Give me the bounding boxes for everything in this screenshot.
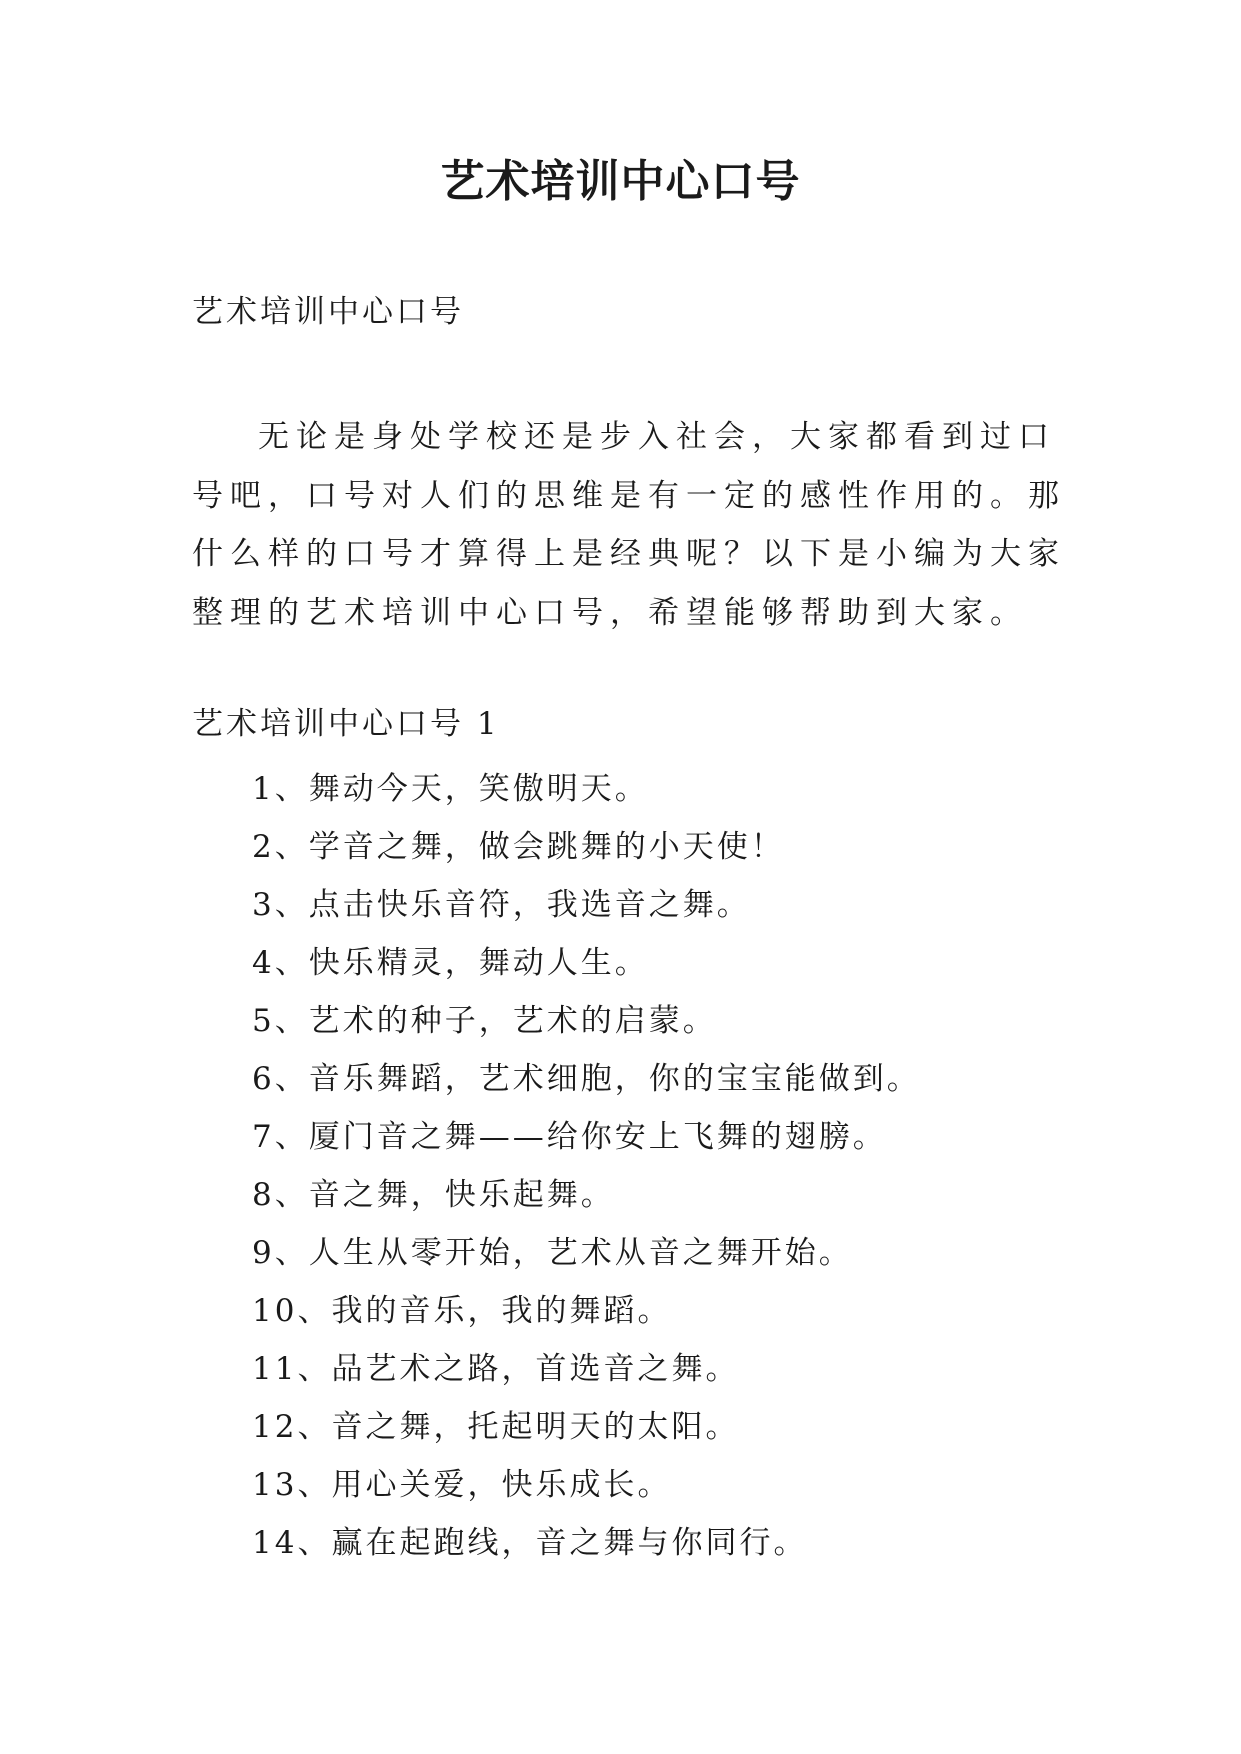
slogan-item: 13、用心关爱，快乐成长。 [252, 1467, 672, 1503]
intro-paragraph: 无论是身处学校还是步入社会，大家都看到过口号吧，口号对人们的思维是有一定的感性作用的。那什么样的口号才算得上是经典呢？以下是小编为大家整理的艺术培训中心口号，希望能够帮助到大家。 [192, 419, 1066, 631]
slogan-item: 6、音乐舞蹈，艺术细胞，你的宝宝能做到。 [252, 1061, 921, 1097]
slogan-item: 5、艺术的种子，艺术的启蒙。 [252, 1003, 717, 1039]
slogan-item: 11、品艺术之路，首选音之舞。 [252, 1351, 740, 1387]
slogan-item: 2、学音之舞，做会跳舞的小天使！ [252, 829, 785, 865]
slogan-item: 12、音之舞，托起明天的太阳。 [252, 1409, 740, 1445]
section-heading: 艺术培训中心口号 1 [192, 706, 500, 742]
slogan-item: 1、舞动今天，笑傲明天。 [252, 771, 649, 807]
document-title: 艺术培训中心口号 [440, 156, 801, 207]
document-subtitle: 艺术培训中心口号 [192, 294, 464, 330]
slogan-item: 3、点击快乐音符，我选音之舞。 [252, 887, 751, 923]
slogan-item: 14、赢在起跑线，音之舞与你同行。 [252, 1525, 808, 1561]
slogan-item: 4、快乐精灵，舞动人生。 [252, 945, 649, 981]
slogan-item: 9、人生从零开始，艺术从音之舞开始。 [252, 1235, 853, 1271]
slogan-item: 7、厦门音之舞——给你安上飞舞的翅膀。 [252, 1119, 887, 1155]
slogan-list [252, 760, 921, 1572]
slogan-item: 10、我的音乐，我的舞蹈。 [252, 1293, 672, 1329]
slogan-item: 8、音之舞，快乐起舞。 [252, 1177, 615, 1213]
